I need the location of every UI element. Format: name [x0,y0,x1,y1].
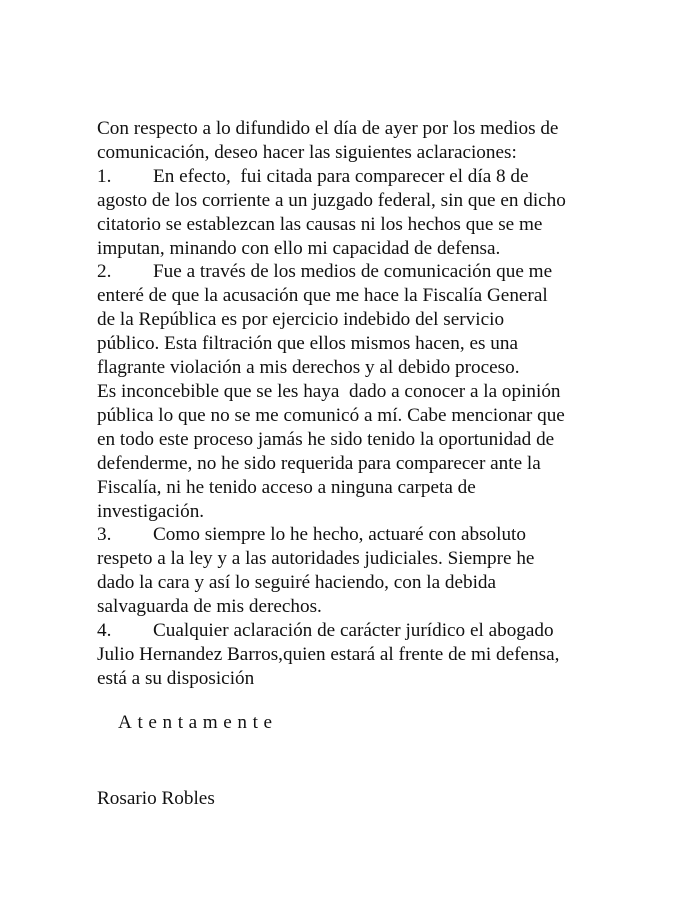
item-text: imputan, minando con ello mi capacidad de defensa. [97,237,501,259]
letter-body [97,117,657,691]
list-item-2-first-line [97,260,657,284]
item-text: de la República es por ejercicio indebido del servicio [97,309,505,331]
signature-name: Rosario Robles [97,788,215,809]
item-text: está a su disposición [97,667,255,689]
item-text: Cualquier aclaración de carácter jurídico el abogado [153,620,554,642]
list-item-1-first-line [97,165,657,189]
item-text: enteré de que la acusación que me hace la Fiscalía General [97,285,548,307]
list-item-3-first-line [97,523,657,547]
item-number: 2. [97,261,112,283]
item-text: Fue a través de los medios de comunicación que me [153,261,553,283]
item-number: 1. [97,165,112,187]
item-text: respeto a la ley y a las autoridades judiciales. Siempre he [97,548,535,570]
item-text: defenderme, no he sido requerida para comparecer ante la [97,452,541,474]
item-number: 4. [97,620,112,642]
item-text: en todo este proceso jamás he sido tenido la oportunidad de [97,428,555,450]
item-text: investigación. [97,500,205,522]
item-text: citatorio se establezcan las causas ni los hechos que se me [97,213,543,235]
item-text: salvaguarda de mis derechos. [97,596,322,618]
closing-salutation: Atentamente [118,712,278,733]
item-text: Como siempre lo he hecho, actuaré con absoluto [153,524,526,546]
item-text: Julio Hernandez Barros,quien estará al frente de mi defensa, [97,643,560,665]
item-text: Fiscalía, ni he tenido acceso a ninguna carpeta de [97,476,476,498]
item-text: público. Esta filtración que ellos mismos hacen, es una [97,333,518,355]
item-text: Es inconcebible que se les haya dado a conocer a la opinión [97,380,561,402]
item-text: dado la cara y así lo seguiré haciendo, con la debida [97,572,497,594]
item-text: agosto de los corriente a un juzgado federal, sin que en dicho [97,189,566,211]
item-text: En efecto, fui citada para comparecer el día 8 de [153,165,529,187]
list-item-4-first-line [97,619,657,643]
item-text: flagrante violación a mis derechos y al debido proceso. [97,357,520,379]
item-text: pública lo que no se me comunicó a mí. Cabe mencionar que [97,404,565,426]
intro-line: Con respecto a lo difundido el día de ayer por los medios de [97,118,559,139]
item-number: 3. [97,524,112,546]
intro-line: comunicación, deseo hacer las siguientes aclaraciones: [97,141,517,163]
